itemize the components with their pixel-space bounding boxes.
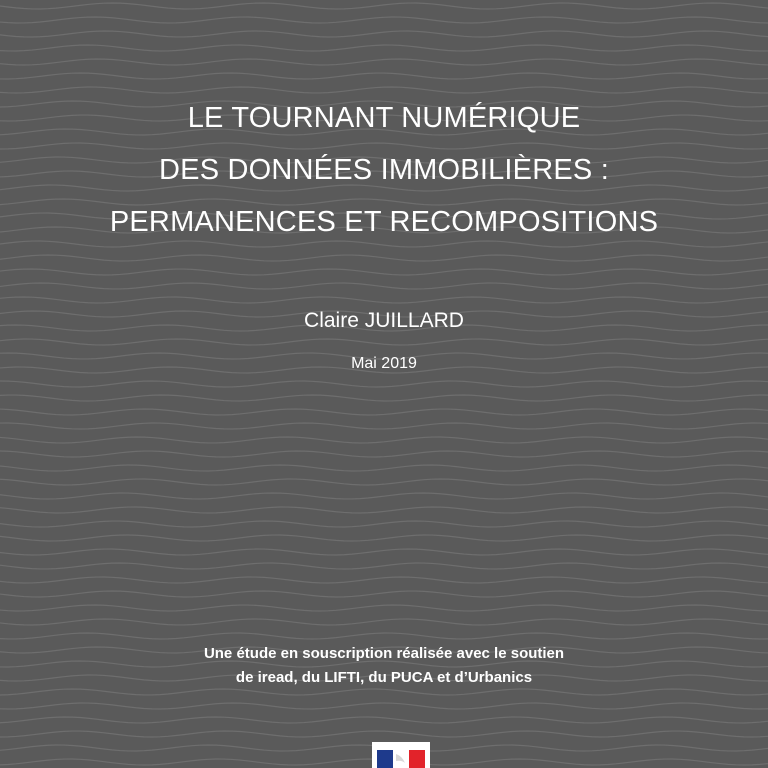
french-flag-icon	[372, 742, 430, 768]
wave-line	[0, 381, 768, 387]
sponsor-statement	[0, 642, 768, 690]
wave-line	[0, 507, 768, 513]
wave-line	[0, 521, 768, 527]
wave-line	[0, 17, 768, 23]
wave-line	[0, 605, 768, 611]
wave-line	[0, 493, 768, 499]
wave-line	[0, 633, 768, 639]
wave-line	[0, 451, 768, 457]
wave-line	[0, 339, 768, 345]
wave-line	[0, 3, 768, 9]
wave-line	[0, 269, 768, 275]
wave-line	[0, 59, 768, 65]
wave-line	[0, 703, 768, 709]
title-line-2: DES DONNÉES IMMOBILIÈRES :	[159, 154, 609, 186]
wave-line	[0, 423, 768, 429]
wave-line	[0, 479, 768, 485]
wave-line	[0, 31, 768, 37]
sponsor-line-2: de iread, du LIFTI, du PUCA et d’Urbanics	[235, 669, 533, 686]
wave-line	[0, 395, 768, 401]
wave-line	[0, 563, 768, 569]
wave-line	[0, 619, 768, 625]
title-line-3: PERMANENCES ET RECOMPOSITIONS	[109, 206, 659, 238]
wave-line	[0, 577, 768, 583]
wave-line	[0, 465, 768, 471]
wave-line	[0, 731, 768, 737]
author-name: Claire JUILLARD	[304, 309, 464, 332]
wave-line	[0, 717, 768, 723]
wave-line	[0, 45, 768, 51]
wave-line	[0, 437, 768, 443]
wave-line	[0, 535, 768, 541]
wave-line	[0, 409, 768, 415]
wave-line	[0, 297, 768, 303]
sponsor-line-1: Une étude en souscription réalisée avec le soutien	[203, 645, 565, 662]
wave-line	[0, 549, 768, 555]
publication-date: Mai 2019	[351, 355, 417, 372]
title-line-1: LE TOURNANT NUMÉRIQUE	[187, 102, 581, 134]
document-title	[0, 92, 768, 248]
wave-line	[0, 283, 768, 289]
republique-francaise-logo	[372, 742, 430, 768]
wave-line	[0, 73, 768, 79]
wave-line	[0, 591, 768, 597]
wave-line	[0, 255, 768, 261]
